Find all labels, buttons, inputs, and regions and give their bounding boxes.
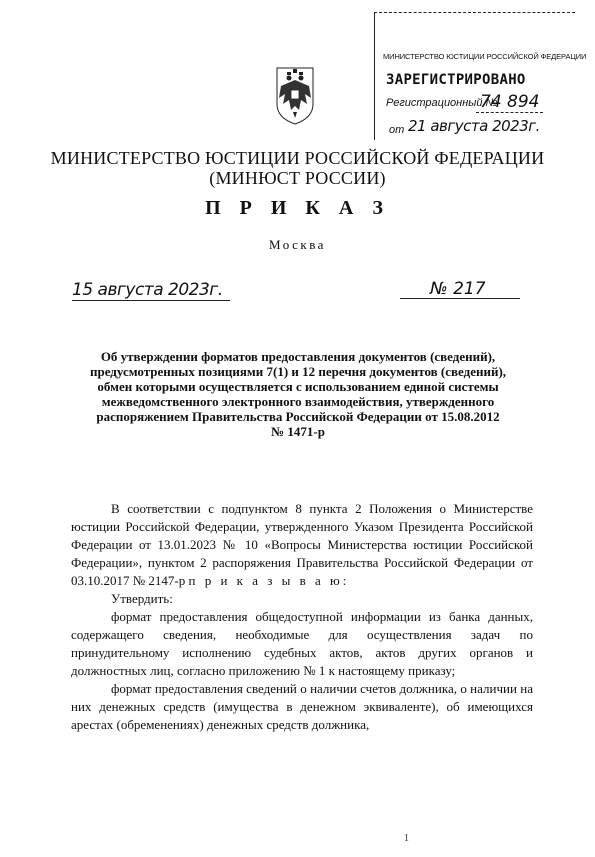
order-subject xyxy=(66,349,530,439)
subject-line: распоряжением Правительства Российской Федерации от 15.08.2012 xyxy=(96,409,500,424)
body-para1-text: В соответствии с подпунктом 8 пункта 2 Положения о Министерстве юстиции Российской Федерации, утвержденного Указом Президента Российской Федерации от 13.01.2023 № 10 «Вопросы Министерства юстиции Российской Федерации», пунктом 2 распоряжения Правительства Российской Федерации от 03.10.2017 № 2147-р xyxy=(71,501,533,588)
subject-line: Об утверждении форматов предоставления документов (сведений), xyxy=(100,349,496,364)
body-paragraph: формат предоставления общедоступной информации из банка данных, содержащего сведения, необходимые для осуществления задач по принудительному исполнению судебных актов, актов других органов и должностных лиц, согласно приложению № 1 к настоящему приказу; xyxy=(71,609,533,678)
city: Москва xyxy=(269,237,326,252)
order-date-handwritten: 15 августа 2023г. xyxy=(72,280,223,300)
coat-of-arms-icon xyxy=(271,64,319,126)
order-number-handwritten: № 217 xyxy=(430,279,486,299)
stamp-reg-label: Регистрационный № xyxy=(386,97,498,109)
body-paragraph xyxy=(71,500,533,590)
stamp-registered: ЗАРЕГИСТРИРОВАНО xyxy=(386,72,526,88)
stamp-from-label: от xyxy=(389,124,405,136)
stamp-ministry: МИНИСТЕРСТВО ЮСТИЦИИ РОССИЙСКОЙ ФЕДЕРАЦИИ xyxy=(383,52,587,61)
body-paragraph: формат предоставления сведений о наличии счетов должника, о наличии на них денежных средств (имущества в денежном эквиваленте), об имеющихся арестах (обременениях) денежных средств должника, xyxy=(71,681,533,732)
page-mark: 1 xyxy=(404,833,409,844)
prikazyvayu-word: п р и к а з ы в а ю: xyxy=(188,573,350,588)
subject-line: № 1471-р xyxy=(271,424,325,439)
order-body xyxy=(71,500,533,734)
ministry-name-line2: (МИНЮСТ РОССИИ) xyxy=(209,168,386,188)
subject-line: обмен которыми осуществляется с использованием единой системы xyxy=(97,379,499,394)
subject-line: межведомственного электронного взаимодействия, утвержденного xyxy=(101,394,495,409)
subject-line: предусмотренных позициями 7(1) и 12 перечня документов (сведений), xyxy=(89,364,507,379)
stamp-date: 21 августа 2023г. xyxy=(408,117,540,135)
body-paragraph: Утвердить: xyxy=(111,591,173,606)
ministry-name xyxy=(40,148,555,188)
order-title: П Р И К А З xyxy=(205,197,390,219)
date-underline xyxy=(72,300,230,301)
ministry-name-line1: МИНИСТЕРСТВО ЮСТИЦИИ РОССИЙСКОЙ ФЕДЕРАЦИИ xyxy=(50,148,545,168)
number-underline xyxy=(400,298,520,299)
stamp-reg-number: 74 894 xyxy=(476,92,543,113)
